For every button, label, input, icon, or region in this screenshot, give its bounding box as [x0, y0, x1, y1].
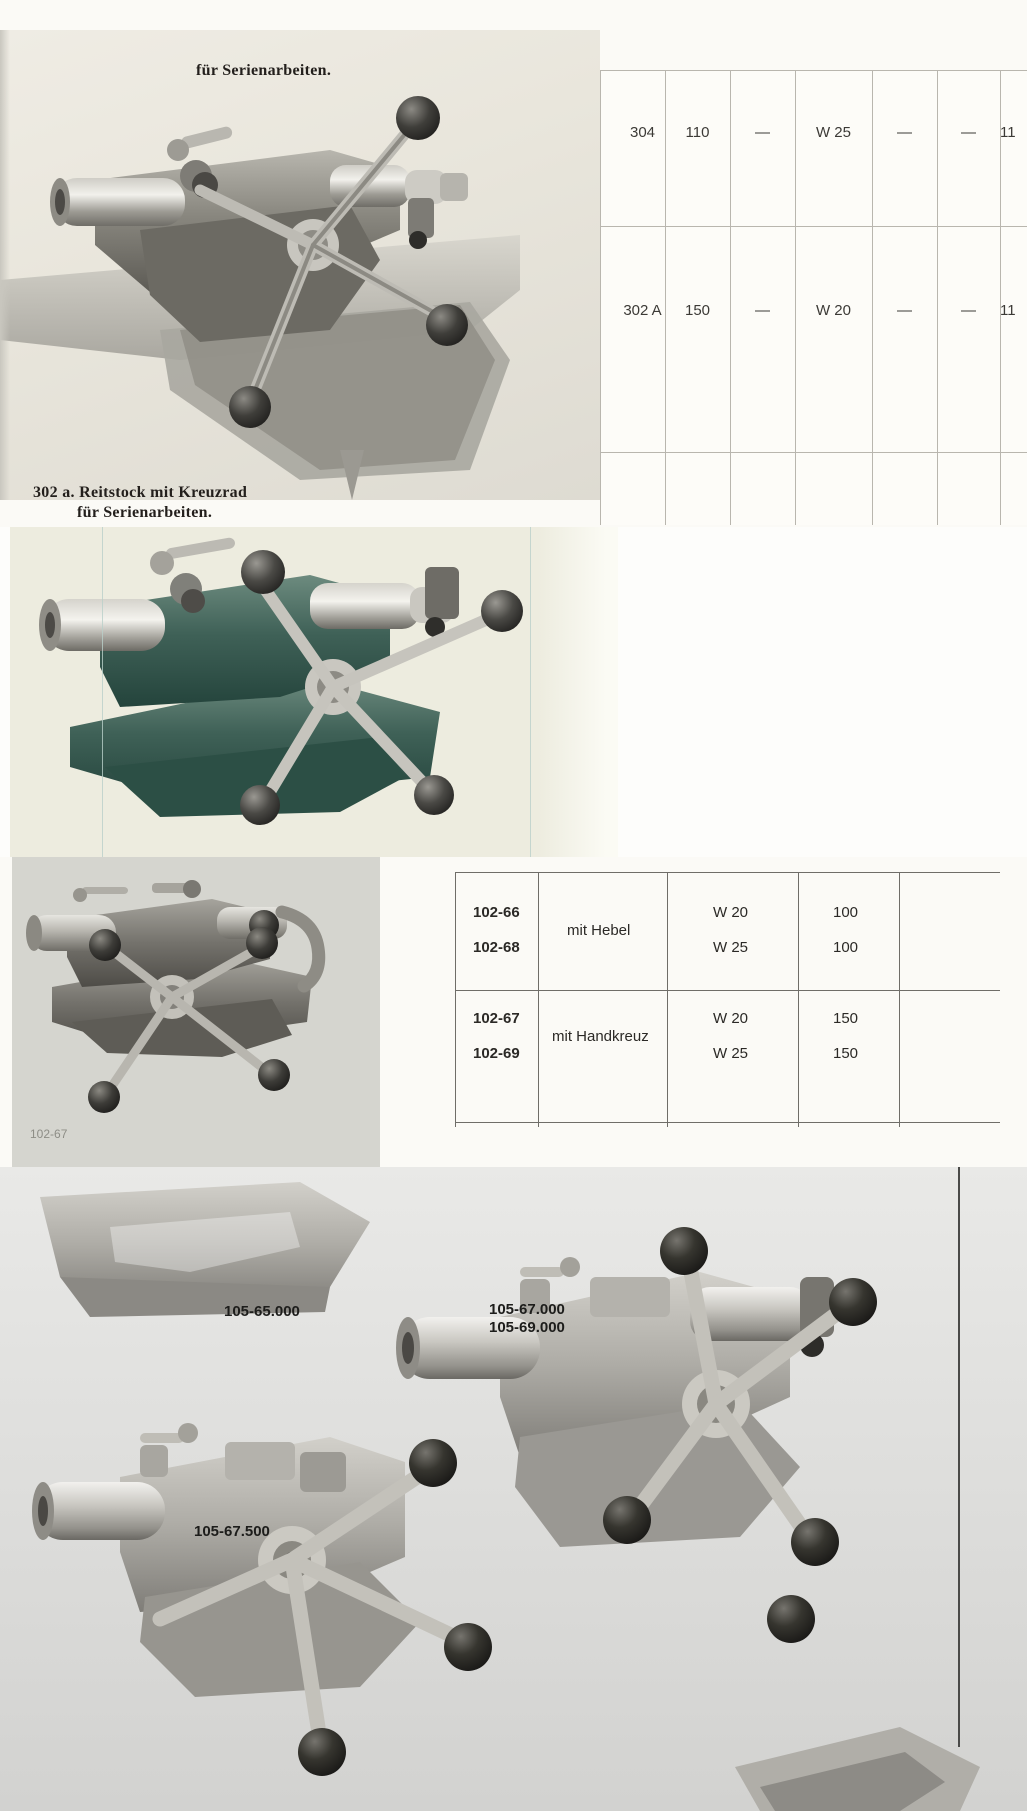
cell-model-2: 302 A [623, 302, 662, 319]
panel-102-series [0, 857, 1027, 1167]
cell-c7-1: 11 [1000, 124, 1016, 141]
cell-thread-102-68: W 25 [713, 939, 749, 956]
caption-302a-line1: 302 a. Reitstock mit Kreuzrad [33, 484, 248, 501]
panel-tailstock-photo-green [10, 527, 618, 857]
table-specs-top [600, 70, 1027, 525]
tailstock-105-illustration [0, 1167, 1027, 1811]
cell-thread-1: W 25 [815, 124, 851, 141]
cell-stroke-102-66: 100 [833, 904, 859, 921]
cell-num-102-67: 102-67 [473, 1010, 520, 1027]
cell-stroke-102-67: 150 [833, 1010, 859, 1027]
cell-thread-102-67: W 20 [713, 1010, 749, 1027]
cell-desc-hebel: mit Hebel [567, 922, 631, 939]
label-105-65-000: 105-65.000 [224, 1303, 300, 1320]
photo-tailstock-102-67 [12, 857, 380, 1167]
cell-c7-2: 11 [1000, 302, 1016, 319]
caption-302a [33, 483, 247, 523]
cell-desc-handkreuz: mit Handkreuz [552, 1028, 649, 1045]
caption-serienarbeiten-top: für Serienarbeiten. [196, 62, 332, 79]
cell-c5-2: — [897, 302, 912, 319]
table-specs-102 [455, 872, 1000, 1127]
photo-right-fade [538, 527, 618, 857]
cell-model-1: 304 [629, 124, 656, 141]
cell-thread-102-66: W 20 [713, 904, 749, 921]
cell-c3-1: — [755, 124, 770, 141]
cell-num-102-69: 102-69 [473, 1045, 520, 1062]
photo-green-tailstock [10, 527, 618, 857]
photo-label-102-67: 102-67 [30, 1127, 68, 1141]
tailstock-102-illustration [12, 857, 380, 1167]
cell-c5-1: — [897, 124, 912, 141]
cell-c3-2: — [755, 302, 770, 319]
caption-302a-line2: für Serienarbeiten. [77, 504, 213, 521]
cell-stroke-102-68: 100 [833, 939, 859, 956]
tailstock-illustration [0, 30, 600, 500]
cell-stroke-102-69: 150 [833, 1045, 859, 1062]
photo-tailstock-302a [0, 30, 600, 500]
panel-105-series-photo [0, 1167, 1027, 1811]
label-105-67-500: 105-67.500 [194, 1523, 270, 1540]
page-divider-line [958, 1167, 960, 1747]
photo-edge-shade [0, 30, 10, 500]
label-105-67-000: 105-67.000 [489, 1301, 565, 1318]
label-105-69-000: 105-69.000 [489, 1319, 565, 1336]
cell-thread-2: W 20 [815, 302, 851, 319]
cell-stroke-1: 110 [685, 124, 710, 141]
cell-num-102-66: 102-66 [473, 904, 520, 921]
cell-num-102-68: 102-68 [473, 939, 520, 956]
panel-tailstock-drawing-top [0, 0, 1027, 527]
cell-thread-102-69: W 25 [713, 1045, 749, 1062]
cell-c6-2: — [961, 302, 976, 319]
cell-stroke-2: 150 [684, 302, 711, 319]
cell-c6-1: — [961, 124, 976, 141]
